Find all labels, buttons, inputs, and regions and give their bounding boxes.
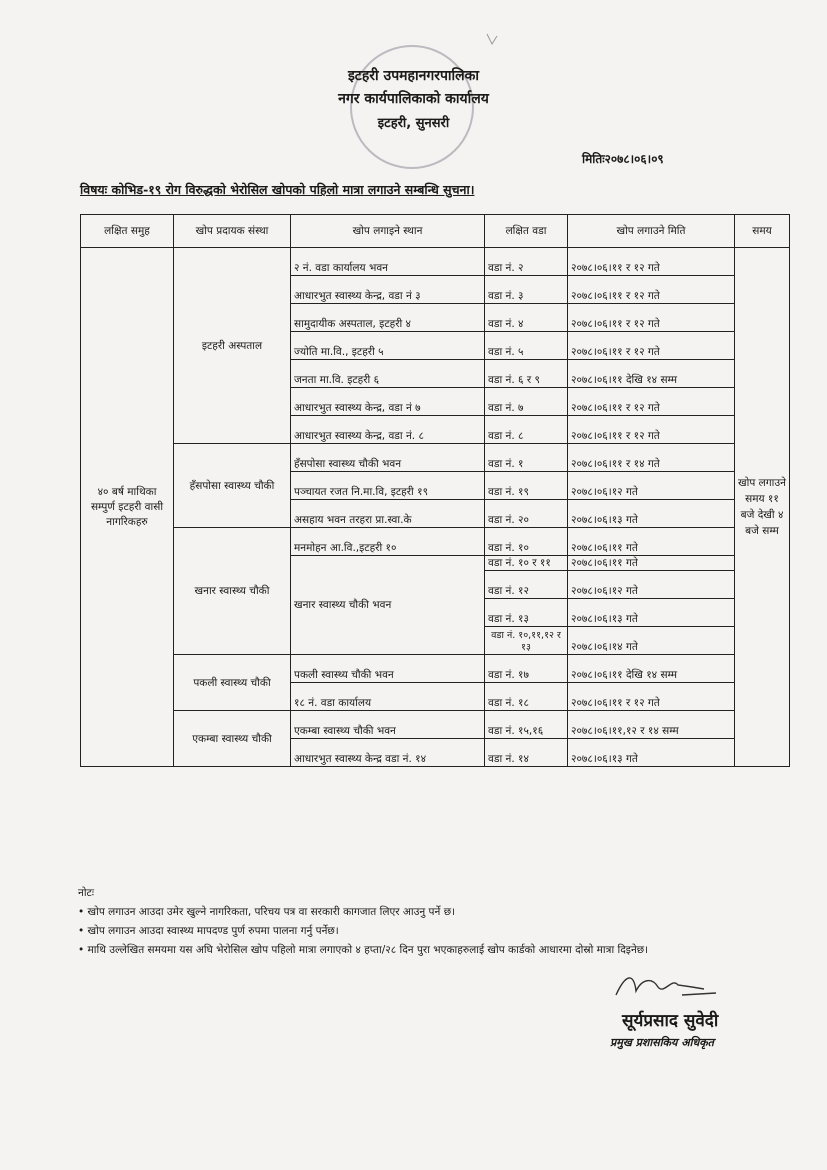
date-cell: २०७८।०६।१३ गते [568, 500, 735, 528]
office-location: इटहरी, सुनसरी [377, 116, 450, 131]
date-cell: २०७८।०६।११ र १२ गते [568, 248, 735, 276]
header-date: खोप लगाउने मिति [568, 215, 735, 248]
date-cell: २०७८।०६।११ र १२ गते [568, 332, 735, 360]
provider-cell: खनार स्वास्थ्य चौकी [174, 528, 291, 655]
date-cell: २०७८।०६।१३ गते [568, 599, 735, 627]
place-cell: मनमोहन आ.वि.,इटहरी १० [291, 528, 485, 556]
ward-cell: वडा नं. ६ र ९ [485, 360, 568, 388]
note-item: • माथि उल्लेखित समयमा यस अघि भेरोसिल खोप पहिलो मात्रा लगाएको ४ हप्ता/२८ दिन पुरा भएकाहरुलाई खोप कार्डको आधारमा दोस्रो मात्रा दिइनेछ। [78, 944, 649, 956]
ward-cell: वडा नं. २ [485, 248, 568, 276]
table-header-row [81, 215, 790, 248]
date-cell: २०७८।०६।११ देखि १४ सम्म [568, 655, 735, 683]
signatory-title: प्रमुख प्रशासकिय अधिकृत [610, 1036, 714, 1049]
date-cell: २०७८।०६।११,१२ र १४ सम्म [568, 711, 735, 739]
header-place: खोप लगाइने स्थान [291, 215, 485, 248]
table-row [81, 655, 790, 683]
place-cell: हँसपोसा स्वास्थ्य चौकी भवन [291, 444, 485, 472]
date-cell: २०७८।०६।१४ गते [568, 627, 735, 655]
ward-cell: वडा नं. १७ [485, 655, 568, 683]
provider-cell: हँसपोसा स्वास्थ्य चौकी [174, 444, 291, 528]
vaccination-schedule-table [80, 214, 790, 767]
notice-date: मितिः२०७८।०६।०९ [582, 152, 664, 166]
notes-title: नोटः [78, 887, 94, 899]
date-cell: २०७८।०६।११ गते [568, 556, 735, 571]
handwritten-signature [612, 965, 722, 1005]
header-target-group: लक्षित समुह [81, 215, 174, 248]
date-cell: २०७८।०६।११ र १२ गते [568, 388, 735, 416]
ward-cell: वडा नं. १४ [485, 739, 568, 767]
date-cell: २०७८।०६।११ देखि १४ सम्म [568, 360, 735, 388]
place-cell: जनता मा.वि. इटहरी ६ [291, 360, 485, 388]
ward-cell: वडा नं. १८ [485, 683, 568, 711]
place-cell: पञ्चायत रजत नि.मा.वि, इटहरी १९ [291, 472, 485, 500]
tick-mark-icon [485, 32, 499, 46]
note-item: • खोप लगाउन आउदा स्वास्थ्य मापदण्ड पुर्ण रुपमा पालना गर्नु पर्नेछ। [78, 925, 339, 937]
ward-cell: वडा नं. १३ [485, 599, 568, 627]
ward-cell: वडा नं. १०,११,१२ र १३ [485, 627, 568, 655]
ward-cell: वडा नं. १५,१६ [485, 711, 568, 739]
ward-cell: वडा नं. ७ [485, 388, 568, 416]
place-cell: आधारभुत स्वास्थ्य केन्द्र, वडा नं ७ [291, 388, 485, 416]
header-ward: लक्षित वडा [485, 215, 568, 248]
date-cell: २०७८।०६।१२ गते [568, 472, 735, 500]
provider-cell: एकम्बा स्वास्थ्य चौकी [174, 711, 291, 767]
header-time: समय [735, 215, 790, 248]
ward-cell: वडा नं. १० [485, 528, 568, 556]
office-name: इटहरी उपमहानगरपालिका [347, 68, 480, 84]
table-row [81, 248, 790, 276]
place-cell: २ नं. वडा कार्यालय भवन [291, 248, 485, 276]
date-cell: २०७८।०६।११ र १२ गते [568, 304, 735, 332]
provider-cell: पकली स्वास्थ्य चौकी [174, 655, 291, 711]
notice-subject: विषयः कोभिड-१९ रोग विरुद्धको भेरोसिल खोपको पहिलो मात्रा लगाउने सम्बन्धि सुचना। [80, 182, 475, 197]
office-subtitle: नगर कार्यपालिकाको कार्यालय [338, 91, 489, 107]
place-cell: सामुदायीक अस्पताल, इटहरी ४ [291, 304, 485, 332]
date-cell: २०७८।०६।११ गते [568, 528, 735, 556]
date-cell: २०७८।०६।११ र १२ गते [568, 683, 735, 711]
header-provider: खोप प्रदायक संस्था [174, 215, 291, 248]
notes-section [78, 884, 768, 960]
ward-cell: वडा नं. ८ [485, 416, 568, 444]
place-cell: आधारभुत स्वास्थ्य केन्द्र, वडा नं ३ [291, 276, 485, 304]
ward-cell: वडा नं. ३ [485, 276, 568, 304]
date-cell: २०७८।०६।११ र १४ गते [568, 444, 735, 472]
ward-cell: वडा नं. १२ [485, 571, 568, 599]
date-cell: २०७८।०६।१२ गते [568, 571, 735, 599]
place-cell: ज्योति मा.वि., इटहरी ५ [291, 332, 485, 360]
time-cell: खोप लगाउने समय ११ बजे देखी ४ बजे सम्म [735, 248, 790, 767]
ward-cell: वडा नं. ५ [485, 332, 568, 360]
signatory-name: सूर्यप्रसाद सुवेदी [622, 1011, 719, 1031]
table-row [81, 711, 790, 739]
table-row [81, 528, 790, 556]
date-cell: २०७८।०६।११ र १२ गते [568, 416, 735, 444]
ward-cell: वडा नं. १९ [485, 472, 568, 500]
date-cell: २०७८।०६।११ र १२ गते [568, 276, 735, 304]
ward-cell: वडा नं. १० र ११ [485, 556, 568, 571]
provider-cell: इटहरी अस्पताल [174, 248, 291, 444]
ward-cell: वडा नं. २० [485, 500, 568, 528]
ward-cell: वडा नं. ४ [485, 304, 568, 332]
place-cell: असहाय भवन तरहरा प्रा.स्वा.के [291, 500, 485, 528]
place-cell: एकम्बा स्वास्थ्य चौकी भवन [291, 711, 485, 739]
place-cell: खनार स्वास्थ्य चौकी भवन [291, 556, 485, 655]
place-cell: आधारभुत स्वास्थ्य केन्द्र वडा नं. १४ [291, 739, 485, 767]
table-row [81, 444, 790, 472]
ward-cell: वडा नं. १ [485, 444, 568, 472]
date-cell: २०७८।०६।१३ गते [568, 739, 735, 767]
place-cell: १८ नं. वडा कार्यालय [291, 683, 485, 711]
note-item: • खोप लगाउन आउदा उमेर खुल्ने नागरिकता, परिचय पत्र वा सरकारी कागजात लिएर आउनु पर्ने छ। [78, 906, 456, 918]
target-group-cell: ४० बर्ष माथिका सम्पुर्ण इटहरी वासी नागरिकहरु [81, 248, 174, 767]
place-cell: आधारभुत स्वास्थ्य केन्द्र, वडा नं. ८ [291, 416, 485, 444]
place-cell: पकली स्वास्थ्य चौकी भवन [291, 655, 485, 683]
